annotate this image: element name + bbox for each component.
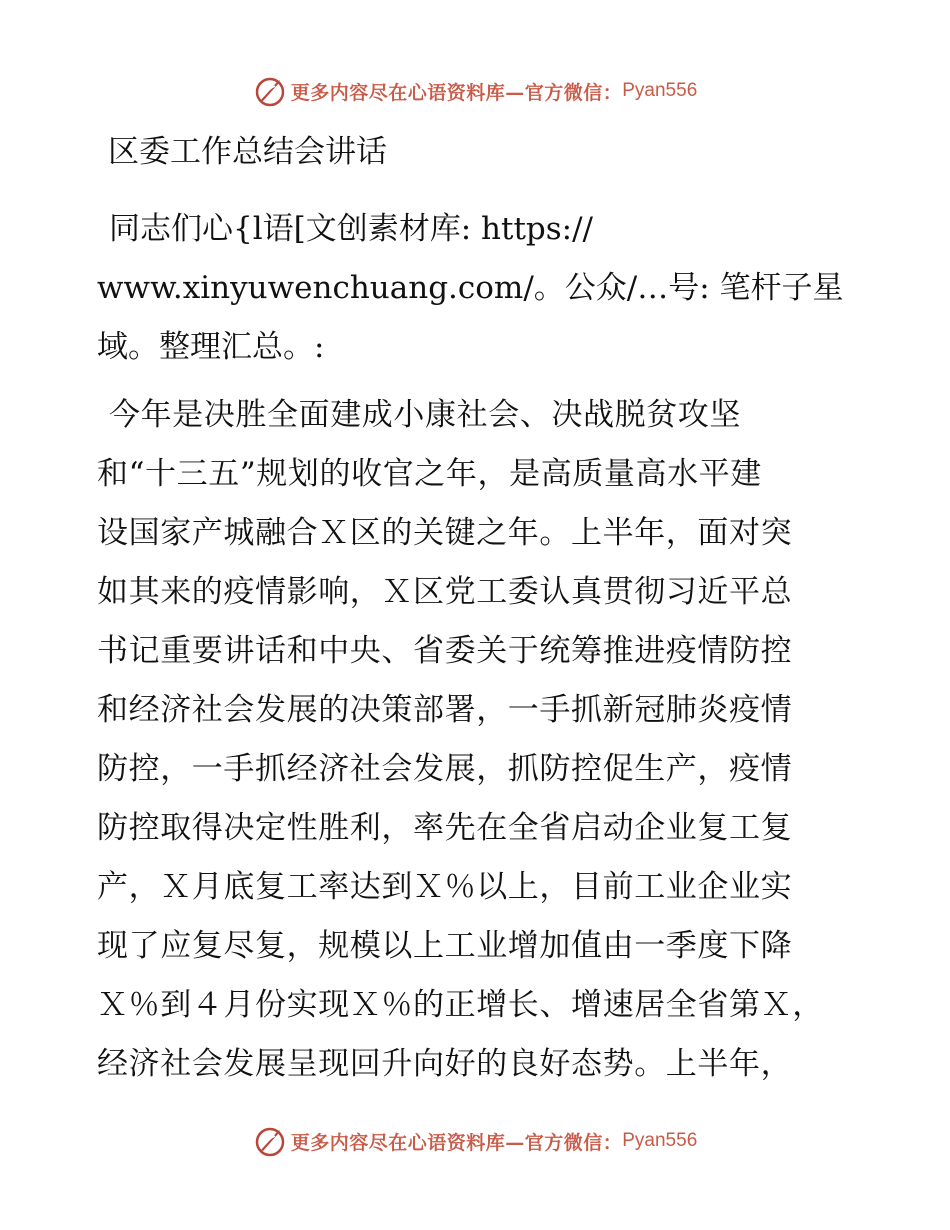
text-line: 产，Ｘ月底复工率达到Ｘ％以上，目前工业企业实: [97, 869, 793, 905]
text-line: 防控，一手抓经济社会发展，抓防控促生产，疫情: [97, 751, 793, 787]
document-title: 区委工作总结会讲话: [108, 134, 387, 170]
paragraph-intro: [97, 200, 857, 377]
text-line: 和经济社会发展的决策部署，一手抓新冠肺炎疫情: [97, 692, 793, 728]
text-line: 防控取得决定性胜利，率先在全省启动企业复工复: [97, 810, 793, 846]
footer-banner: [0, 1121, 950, 1161]
text-line: 域。整理汇总。:: [97, 329, 325, 365]
wechat-id: Pyan556: [622, 80, 698, 101]
text-line: 和“十三五”规划的收官之年，是高质量高水平建: [97, 456, 762, 492]
quill-logo-icon: [253, 1124, 287, 1158]
header-banner: [0, 71, 950, 111]
text-line: 同志们心{l语[文创素材库: https://: [109, 211, 593, 247]
text-line: 设国家产城融合Ｘ区的关键之年。上半年，面对突: [97, 515, 793, 551]
text-line: www.xinyuwenchuang.com/。公众/…号: 笔杆子星: [97, 270, 844, 306]
text-line: 今年是决胜全面建成小康社会、决战脱贫攻坚: [109, 397, 741, 433]
text-line: Ｘ％到４月份实现Ｘ％的正增长、增速居全省第Ｘ，: [97, 987, 824, 1023]
banner-text: 更多内容尽在心语资料库—官方微信：: [290, 1131, 623, 1154]
text-line: 现了应复尽复，规模以上工业增加值由一季度下降: [97, 928, 793, 964]
text-line: 经济社会发展呈现回升向好的良好态势。上半年，: [97, 1046, 793, 1082]
banner-text: 更多内容尽在心语资料库—官方微信：: [290, 81, 623, 104]
paragraph-body: [97, 386, 857, 1094]
quill-logo-icon: [253, 74, 287, 108]
wechat-id: Pyan556: [622, 1130, 698, 1151]
text-line: 书记重要讲话和中央、省委关于统筹推进疫情防控: [97, 633, 793, 669]
text-line: 如其来的疫情影响，Ｘ区党工委认真贯彻习近平总: [97, 574, 793, 610]
